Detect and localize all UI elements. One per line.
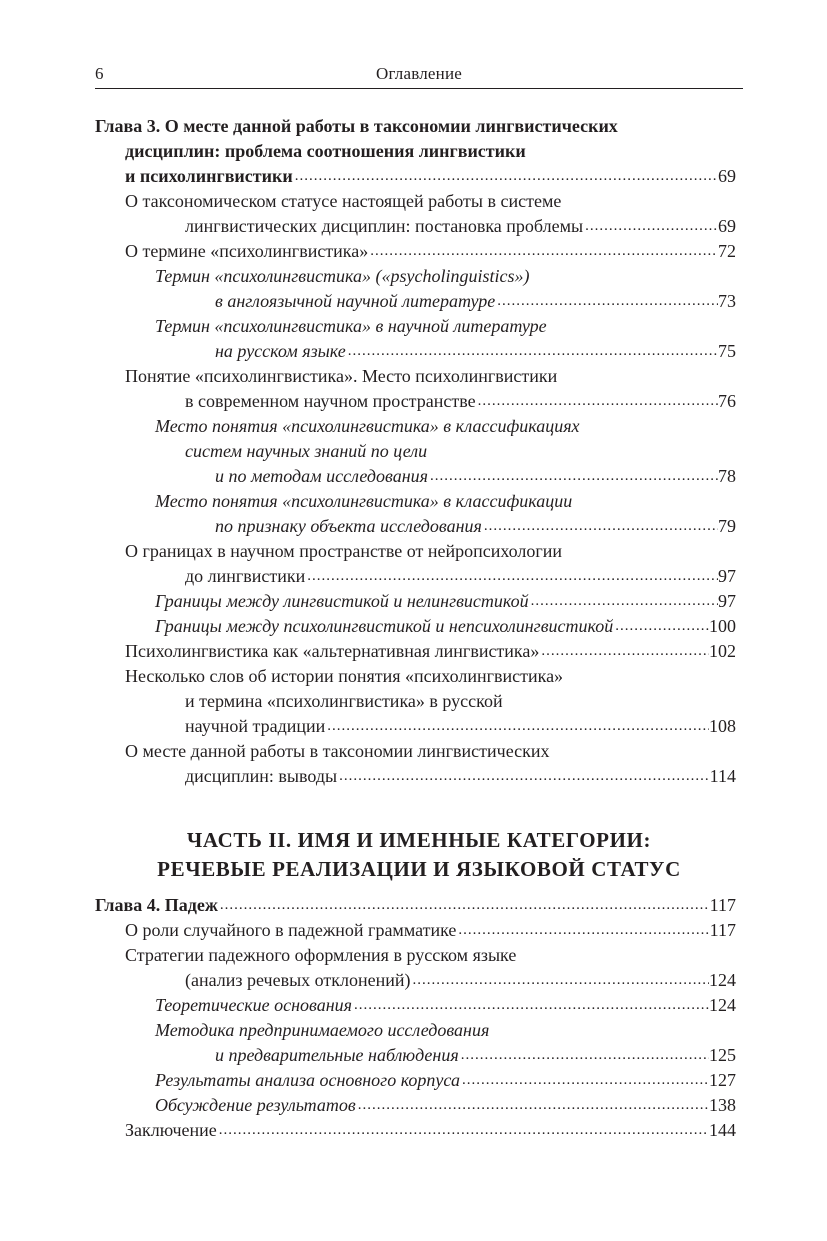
toc-line [95, 968, 736, 993]
dot-leader [293, 164, 718, 189]
toc-line [95, 264, 736, 289]
toc-line [95, 564, 736, 589]
toc-page-number: 117 [709, 920, 736, 940]
toc-line [95, 589, 736, 614]
toc-line [95, 993, 736, 1018]
toc-page-number: 72 [718, 241, 736, 261]
toc-page-number: 144 [709, 1120, 736, 1140]
dot-leader [352, 993, 709, 1018]
toc-entry-title: до лингвистики [185, 566, 306, 586]
toc-entry-title: Место понятия «психолингвистика» в классификациях [155, 416, 580, 436]
toc-line [95, 764, 736, 789]
toc-entry-title: Несколько слов об истории понятия «психолингвистика» [125, 666, 564, 686]
toc-entry-title: систем научных знаний по цели [185, 441, 428, 461]
toc-line [95, 439, 736, 464]
toc-entry [95, 918, 736, 943]
part-heading [95, 826, 743, 884]
toc-page-number: 127 [709, 1070, 736, 1090]
running-header [95, 62, 743, 89]
toc-entry [95, 114, 736, 189]
dot-leader [325, 714, 709, 739]
toc-entry-title: Место понятия «психолингвистика» в классификации [155, 491, 573, 511]
toc-page-number: 125 [709, 1045, 736, 1065]
toc-entry-title: и предварительные наблюдения [215, 1045, 459, 1065]
toc-line [95, 489, 736, 514]
toc-entry-title: Глава 3. О месте данной работы в таксономии лингвистических [95, 116, 618, 136]
toc-line [95, 739, 736, 764]
toc-line [95, 689, 736, 714]
toc-line [95, 1093, 736, 1118]
toc-entry [95, 993, 736, 1018]
toc-page-number: 69 [718, 166, 736, 186]
dot-leader [337, 764, 710, 789]
toc-line [95, 189, 736, 214]
dot-leader [460, 1068, 709, 1093]
running-title: Оглавление [376, 64, 462, 83]
toc-entry [95, 639, 736, 664]
dot-leader [411, 968, 709, 993]
toc-entry [95, 589, 736, 614]
toc-line [95, 289, 736, 314]
dot-leader [495, 289, 718, 314]
toc-line [95, 314, 736, 339]
toc-entry-title: в современном научном пространстве [185, 391, 476, 411]
toc-line [95, 114, 736, 139]
toc-entry-title: и по методам исследования [215, 466, 429, 486]
dot-leader [346, 339, 718, 364]
toc-page-number: 124 [709, 970, 736, 990]
dot-leader [539, 639, 709, 664]
dot-leader [305, 564, 718, 589]
toc-line [95, 614, 736, 639]
toc-line [95, 464, 736, 489]
toc-entry-title: и психолингвистики [125, 166, 293, 186]
dot-leader [368, 239, 718, 264]
toc-line [95, 1018, 736, 1043]
toc-entry-title: в англоязычной научной литературе [215, 291, 496, 311]
toc-entry-title: О границах в научном пространстве от нейропсихологии [125, 541, 563, 561]
toc-line [95, 1043, 736, 1068]
toc-line [95, 714, 736, 739]
toc-entry-title: дисциплин: выводы [185, 766, 338, 786]
toc-entry-title: Теоретические основания [155, 995, 353, 1015]
toc-entry-title: О таксономическом статусе настоящей работы в системе [125, 191, 562, 211]
toc-page-number: 114 [709, 766, 736, 786]
toc-entry [95, 264, 736, 314]
toc-line [95, 639, 736, 664]
toc-entry-title: Заключение [125, 1120, 217, 1140]
dot-leader [428, 464, 718, 489]
toc-entry-title: Стратегии падежного оформления в русском языке [125, 945, 517, 965]
toc-line [95, 514, 736, 539]
toc-entry [95, 364, 736, 414]
toc-entry-title: лингвистических дисциплин: постановка проблемы [185, 216, 584, 236]
toc-entry-title: на русском языке [215, 341, 346, 361]
toc-entry [95, 893, 736, 918]
toc-entry-title: по признаку объекта исследования [215, 516, 482, 536]
toc-line [95, 414, 736, 439]
toc-page-number: 69 [718, 216, 736, 236]
toc-entry-title: и термина «психолингвистика» в русской [185, 691, 503, 711]
toc-line [95, 539, 736, 564]
toc-page-number: 76 [718, 391, 736, 411]
toc-page-number: 100 [709, 616, 736, 636]
toc-entry-title: дисциплин: проблема соотношения лингвистики [125, 141, 526, 161]
toc-page-number: 73 [718, 291, 736, 311]
toc-page-number: 102 [709, 641, 736, 661]
toc-entry [95, 739, 736, 789]
toc-entry [95, 1118, 736, 1143]
dot-leader [456, 918, 709, 943]
page-number: 6 [95, 64, 104, 83]
table-of-contents-chapter-4 [95, 893, 736, 1143]
book-page [95, 0, 743, 1241]
toc-entry [95, 664, 736, 739]
toc-line [95, 389, 736, 414]
dot-leader [613, 614, 709, 639]
toc-entry [95, 189, 736, 239]
toc-entry [95, 1018, 736, 1068]
toc-entry-title: Результаты анализа основного корпуса [155, 1070, 460, 1090]
toc-entry [95, 539, 736, 589]
toc-page-number: 78 [718, 466, 736, 486]
dot-leader [529, 589, 718, 614]
toc-page-number: 97 [718, 591, 736, 611]
toc-entry [95, 239, 736, 264]
toc-page-number: 124 [709, 995, 736, 1015]
toc-entry-title: О термине «психолингвистика» [125, 241, 369, 261]
dot-leader [476, 389, 718, 414]
table-of-contents-chapter-3 [95, 114, 736, 789]
toc-line [95, 1068, 736, 1093]
dot-leader [459, 1043, 709, 1068]
toc-entry-title: О месте данной работы в таксономии лингвистических [125, 741, 550, 761]
part-heading-line: РЕЧЕВЫЕ РЕАЛИЗАЦИИ И ЯЗЫКОВОЙ СТАТУС [157, 857, 681, 881]
toc-line [95, 364, 736, 389]
toc-page-number: 75 [718, 341, 736, 361]
toc-line [95, 214, 736, 239]
toc-entry-title: Психолингвистика как «альтернативная лингвистика» [125, 641, 540, 661]
dot-leader [356, 1093, 709, 1118]
toc-entry-title: научной традиции [185, 716, 326, 736]
toc-entry-title: Глава 4. Падеж [95, 895, 218, 915]
dot-leader [583, 214, 718, 239]
toc-entry [95, 489, 736, 539]
toc-entry-title: (анализ речевых отклонений) [185, 970, 411, 990]
toc-line [95, 139, 736, 164]
toc-page-number: 117 [709, 895, 736, 915]
toc-line [95, 664, 736, 689]
toc-page-number: 108 [709, 716, 736, 736]
toc-line [95, 943, 736, 968]
toc-line [95, 164, 736, 189]
part-heading-line: ЧАСТЬ II. ИМЯ И ИМЕННЫЕ КАТЕГОРИИ: [186, 828, 652, 852]
toc-entry [95, 1068, 736, 1093]
toc-entry [95, 314, 736, 364]
toc-entry [95, 414, 736, 489]
toc-line [95, 1118, 736, 1143]
toc-line [95, 239, 736, 264]
toc-entry-title: Границы между лингвистикой и нелингвистикой [155, 591, 529, 611]
toc-line [95, 918, 736, 943]
toc-page-number: 79 [718, 516, 736, 536]
dot-leader [482, 514, 718, 539]
toc-entry-title: Границы между психолингвистикой и непсихолингвистикой [155, 616, 614, 636]
toc-line [95, 339, 736, 364]
toc-entry-title: Обсуждение результатов [155, 1095, 356, 1115]
toc-line [95, 893, 736, 918]
toc-entry-title: Термин «психолингвистика» в научной литературе [155, 316, 547, 336]
toc-entry [95, 1093, 736, 1118]
toc-entry [95, 943, 736, 993]
toc-page-number: 97 [718, 566, 736, 586]
toc-entry-title: Методика предпринимаемого исследования [155, 1020, 490, 1040]
dot-leader [217, 1118, 709, 1143]
toc-entry-title: Понятие «психолингвистика». Место психолингвистики [125, 366, 558, 386]
toc-entry [95, 614, 736, 639]
toc-entry-title: Термин «психолингвистика» («psycholinguistics») [155, 266, 530, 286]
toc-page-number: 138 [709, 1095, 736, 1115]
dot-leader [218, 893, 710, 918]
toc-entry-title: О роли случайного в падежной грамматике [125, 920, 457, 940]
